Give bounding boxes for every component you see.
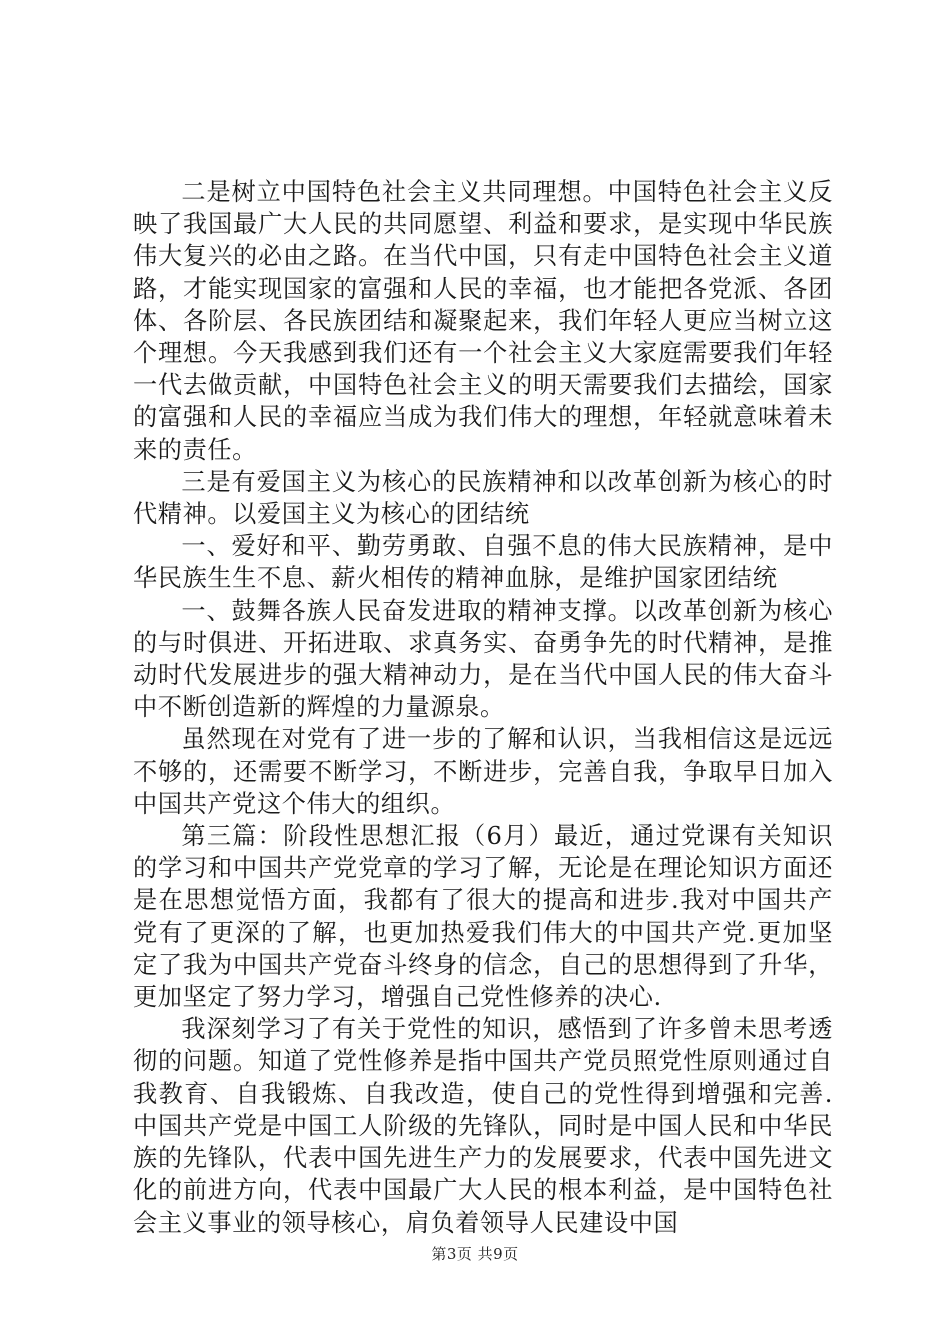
document-body: [133, 176, 833, 1239]
paragraph-understanding-party: 虽然现在对党有了进一步的了解和认识，当我相信这是远远不够的，还需要不断学习，不断进步，完善自我，争取早日加入中国共产党这个伟大的组织。: [133, 725, 833, 818]
page-number-footer: 第3页 共9页: [431, 1245, 519, 1263]
paragraph-national-spirit-cont-1: 一、爱好和平、勤劳勇敢、自强不息的伟大民族精神，是中华民族生生不息、薪火相传的精神血脉，是维护国家团结统: [133, 532, 833, 593]
paragraph-national-spirit-cont-2: 一、鼓舞各族人民奋发进取的精神支撑。以改革创新为核心的与时俱进、开拓进取、求真务实、奋勇争先的时代精神，是推动时代发展进步的强大精神动力，是在当代中国人民的伟大奋斗中不断创造新的辉煌的力量源泉。: [133, 596, 833, 722]
paragraph-party-spirit: 我深刻学习了有关于党性的知识，感悟到了许多曾未思考透彻的问题。知道了党性修养是指中国共产党员照党性原则通过自我教育、自我锻炼、自我改造，使自己的党性得到增强和完善.中国共产党是中国工人阶级的先锋队，同时是中国人民和中华民族的先锋队，代表中国先进生产力的发展要求，代表中国先进文化的前进方向，代表中国最广大人民的根本利益，是中国特色社会主义事业的领导核心，肩负着领导人民建设中国: [133, 1015, 833, 1237]
paragraph-socialism-ideal: 二是树立中国特色社会主义共同理想。中国特色社会主义反映了我国最广大人民的共同愿望、利益和要求，是实现中华民族伟大复兴的必由之路。在当代中国，只有走中国特色社会主义道路，才能实现国家的富强和人民的幸福，也才能把各党派、各团体、各阶层、各民族团结和凝聚起来，我们年轻人更应当树立这个理想。今天我感到我们还有一个社会主义大家庭需要我们年轻一代去做贡献，中国特色社会主义的明天需要我们去描绘，国家的富强和人民的幸福应当成为我们伟大的理想，年轻就意味着未来的责任。: [133, 178, 833, 464]
paragraph-third-report: 第三篇：阶段性思想汇报（6月）最近，通过党课有关知识的学习和中国共产党党章的学习了解，无论是在理论知识方面还是在思想觉悟方面，我都有了很大的提高和进步.我对中国共产党有了更深的了解，也更加热爱我们伟大的中国共产党.更加坚定了我为中国共产党奋斗终身的信念，自己的思想得到了升华，更加坚定了努力学习，增强自己党性修养的决心.: [133, 822, 833, 1012]
paragraph-national-spirit: 三是有爱国主义为核心的民族精神和以改革创新为核心的时代精神。以爱国主义为核心的团结统: [133, 467, 833, 529]
